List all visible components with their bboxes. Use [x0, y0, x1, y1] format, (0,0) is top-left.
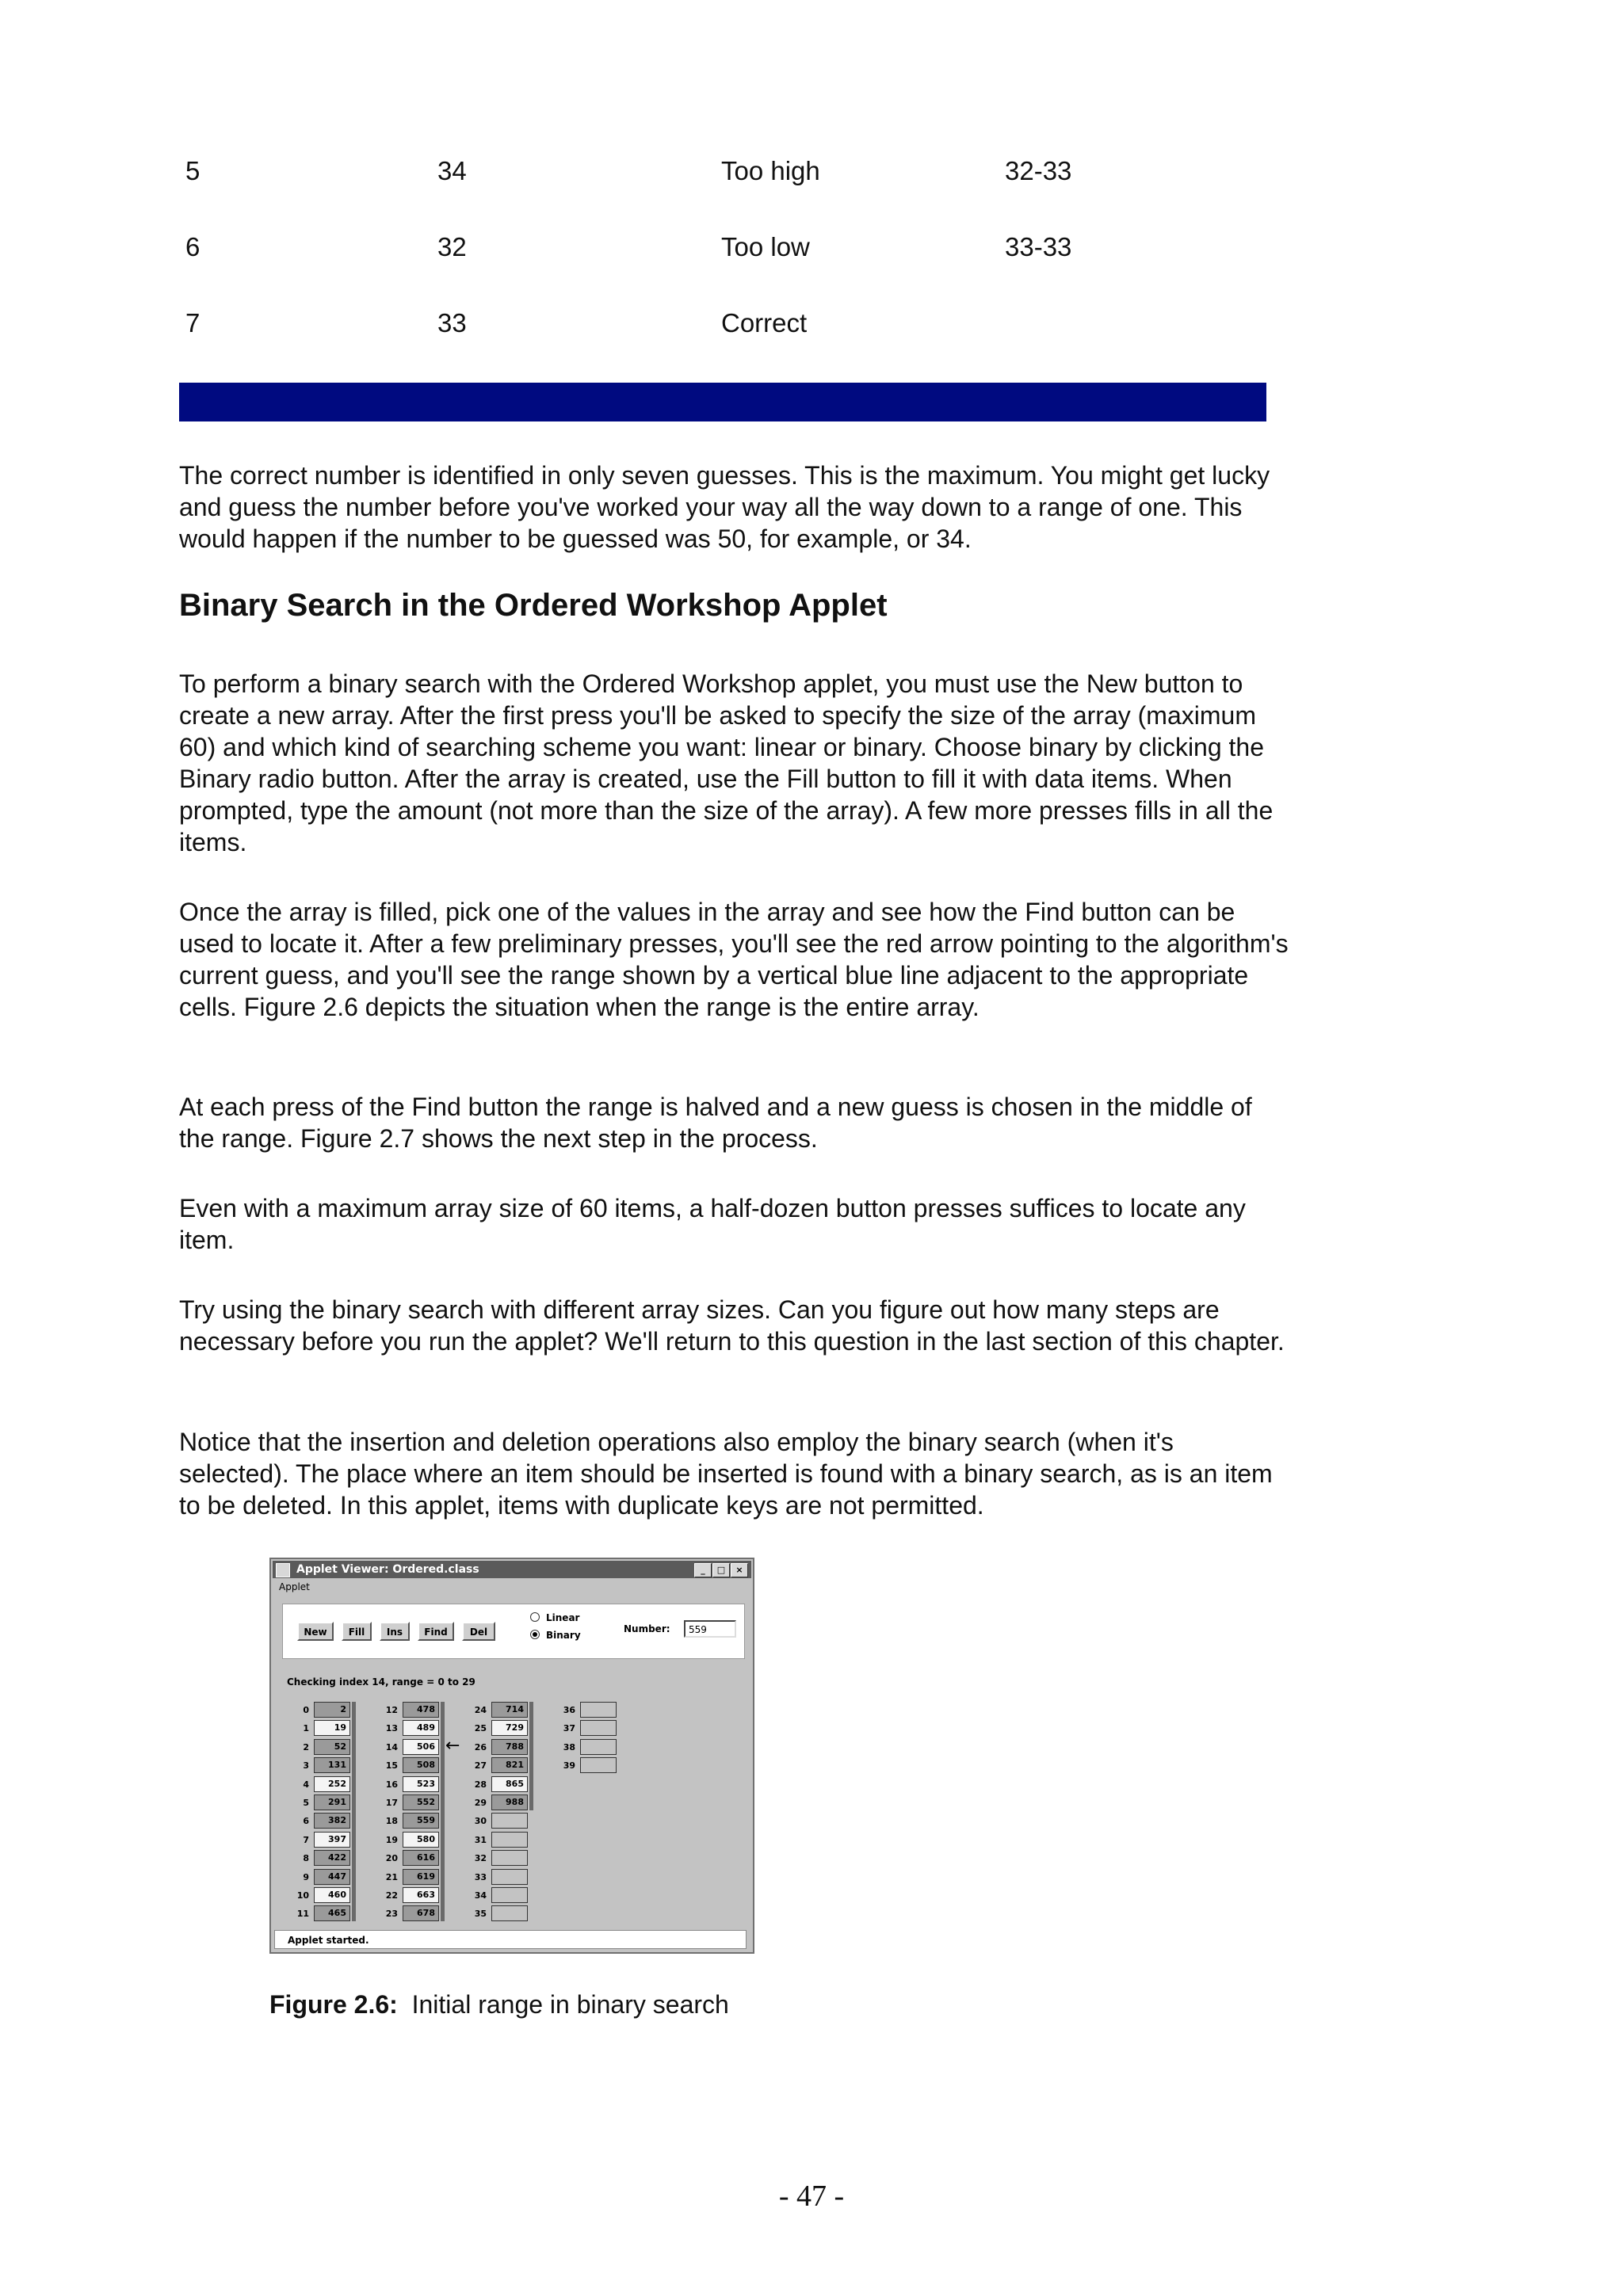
array-cell: 678	[403, 1905, 439, 1921]
array-cell: 478	[403, 1702, 439, 1718]
cell-index: 0	[303, 1705, 309, 1715]
array-cell	[580, 1702, 617, 1718]
table-footer-bar	[179, 383, 1266, 421]
array-cell	[491, 1850, 528, 1866]
maximize-icon[interactable]: □	[712, 1563, 730, 1577]
cell-index: 35	[474, 1909, 487, 1920]
array-cell	[491, 1887, 528, 1903]
minimize-icon[interactable]: _	[694, 1563, 712, 1577]
cell-index: 17	[385, 1798, 398, 1808]
paragraph-5: Try using the binary search with different array sizes. Can you figure out how many steps are necessary before you run the applet? We'll return to this question in the last section of this chapter.	[179, 1295, 1285, 1356]
cell-index: 6	[303, 1816, 309, 1827]
paragraph-3: At each press of the Find button the range is halved and a new guess is chosen in the middle of the range. Figure 2.7 shows the next step in the process.	[179, 1093, 1252, 1153]
close-icon[interactable]: ×	[731, 1563, 748, 1577]
applet-menu[interactable]: Applet	[279, 1581, 310, 1592]
cell-index: 21	[385, 1871, 398, 1882]
array-cell: 523	[403, 1776, 439, 1792]
cell-index: 5	[303, 1798, 309, 1808]
array-cell: 729	[491, 1720, 528, 1736]
page-number: - 47 -	[778, 2180, 845, 2213]
array-cell: 552	[403, 1794, 439, 1810]
array-cell: 465	[314, 1905, 350, 1921]
array-cell: 422	[314, 1850, 350, 1866]
binary-radio[interactable]: Binary	[530, 1630, 581, 1641]
find-button[interactable]: Find	[418, 1622, 454, 1641]
number-cell: 34	[437, 156, 467, 185]
range-cell: 33-33	[1005, 232, 1072, 261]
array-cells	[271, 1559, 753, 1952]
cell-index: 11	[296, 1909, 309, 1920]
cell-index: 34	[474, 1890, 487, 1901]
result-cell: Too high	[721, 156, 820, 185]
cell-index: 8	[303, 1853, 309, 1864]
array-cell	[491, 1813, 528, 1829]
status-message: Checking index 14, range = 0 to 29	[287, 1676, 475, 1688]
cell-index: 7	[303, 1834, 309, 1845]
cell-index: 39	[563, 1760, 575, 1772]
array-cell: 616	[403, 1850, 439, 1866]
guess-arrow-icon: ←	[445, 1735, 460, 1756]
array-cell: 559	[403, 1813, 439, 1829]
cell-index: 28	[474, 1779, 487, 1790]
cell-index: 30	[474, 1816, 487, 1827]
array-cell	[580, 1739, 617, 1755]
array-cell: 714	[491, 1702, 528, 1718]
cell-index: 26	[474, 1741, 487, 1753]
array-cell	[491, 1832, 528, 1848]
cell-index: 23	[385, 1909, 398, 1920]
range-line	[352, 1702, 356, 1921]
paragraph-2: Once the array is filled, pick one of the values in the array and see how the Find button can be used to locate it. After a few preliminary presses, you'll see the red arrow pointing to the algorithm's current guess, and you'll see the range shown by a vertical blue line adjacent to the appropriate cells. Figure 2.6 depicts the situation when the range is the entire array.	[179, 898, 1289, 1021]
result-cell: Too low	[721, 232, 810, 261]
array-cell: 447	[314, 1869, 350, 1885]
cell-index: 9	[303, 1871, 309, 1882]
applet-window	[269, 1558, 754, 1954]
array-cell: 506	[403, 1739, 439, 1755]
cell-index: 31	[474, 1834, 487, 1845]
array-cell	[580, 1757, 617, 1773]
linear-radio[interactable]: Linear	[530, 1612, 579, 1623]
step-cell: 7	[185, 308, 200, 338]
ins-button[interactable]: Ins	[380, 1622, 410, 1641]
array-cell: 788	[491, 1739, 528, 1755]
array-cell: 252	[314, 1776, 350, 1792]
cell-index: 24	[474, 1705, 487, 1715]
step-cell: 6	[185, 232, 200, 261]
cell-index: 19	[385, 1834, 398, 1845]
range-line	[529, 1702, 533, 1810]
step-cell: 5	[185, 156, 200, 185]
number-input[interactable]: 559	[684, 1620, 736, 1638]
array-cell: 460	[314, 1887, 350, 1903]
table-row	[185, 156, 1263, 188]
del-button[interactable]: Del	[462, 1622, 495, 1641]
array-cell: 19	[314, 1720, 350, 1736]
cell-index: 12	[385, 1705, 398, 1715]
cell-index: 29	[474, 1798, 487, 1808]
cell-index: 13	[385, 1723, 398, 1734]
result-cell: Correct	[721, 308, 808, 338]
fill-button[interactable]: Fill	[342, 1622, 372, 1641]
number-label: Number:	[624, 1623, 670, 1634]
cell-index: 3	[303, 1760, 309, 1772]
applet-title: Applet Viewer: Ordered.class	[296, 1563, 479, 1576]
array-cell: 489	[403, 1720, 439, 1736]
applet-status-bar: Applet started.	[274, 1930, 747, 1949]
array-cell: 131	[314, 1757, 350, 1773]
array-cell: 382	[314, 1813, 350, 1829]
cell-index: 25	[474, 1723, 487, 1734]
array-cell: 397	[314, 1832, 350, 1848]
cell-index: 15	[385, 1760, 398, 1772]
cell-index: 4	[303, 1779, 309, 1790]
figure-caption-label: Figure 2.6:	[269, 1990, 398, 2019]
table-row	[185, 308, 1263, 340]
array-cell	[491, 1869, 528, 1885]
array-cell: 52	[314, 1739, 350, 1755]
array-cell: 508	[403, 1757, 439, 1773]
cell-index: 22	[385, 1890, 398, 1901]
cell-index: 20	[385, 1853, 398, 1864]
table-row	[185, 232, 1263, 264]
array-cell: 580	[403, 1832, 439, 1848]
cell-index: 10	[296, 1890, 309, 1901]
number-cell: 32	[437, 232, 467, 261]
array-cell: 865	[491, 1776, 528, 1792]
new-button[interactable]: New	[297, 1622, 334, 1641]
cell-index: 1	[303, 1723, 309, 1734]
range-cell: 32-33	[1005, 156, 1072, 185]
figure-caption	[269, 1990, 729, 2019]
cell-index: 14	[385, 1741, 398, 1753]
cell-index: 32	[474, 1853, 487, 1864]
array-cell	[491, 1905, 528, 1921]
paragraph-1: To perform a binary search with the Ordered Workshop applet, you must use the New button to create a new array. After the first press you'll be asked to specify the size of the array (maximum 60) and which kind of searching scheme you want: linear or binary. Choose binary by clicking the Binary radio button. After the array is created, use the Fill button to fill it with data items. When prompted, type the amount (not more than the size of the array). A few more presses fills in all the items.	[179, 669, 1274, 856]
array-cell: 663	[403, 1887, 439, 1903]
array-cell: 2	[314, 1702, 350, 1718]
cell-index: 33	[474, 1871, 487, 1882]
cell-index: 38	[563, 1741, 575, 1753]
array-cell	[580, 1720, 617, 1736]
number-cell: 33	[437, 308, 467, 338]
array-cell: 291	[314, 1794, 350, 1810]
cell-index: 36	[563, 1705, 575, 1715]
array-cell: 988	[491, 1794, 528, 1810]
array-cell: 821	[491, 1757, 528, 1773]
paragraph-6: Notice that the insertion and deletion operations also employ the binary search (when it's selected). The place where an item should be inserted is found with a binary search, as is an item to be deleted. In this applet, items with duplicate keys are not permitted.	[179, 1428, 1273, 1520]
paragraph-4: Even with a maximum array size of 60 items, a half-dozen button presses suffices to locate any item.	[179, 1194, 1246, 1254]
figure-caption-text: Initial range in binary search	[411, 1990, 729, 2019]
cell-index: 18	[385, 1816, 398, 1827]
range-line	[441, 1702, 445, 1921]
cell-index: 37	[563, 1723, 575, 1734]
cell-index: 2	[303, 1741, 309, 1753]
paragraph-intro: The correct number is identified in only seven guesses. This is the maximum. You might get lucky and guess the number before you've worked your way all the way down to a range of one. This would happen if the number to be guessed was 50, for example, or 34.	[179, 461, 1270, 553]
cell-index: 27	[474, 1760, 487, 1772]
array-cell: 619	[403, 1869, 439, 1885]
cell-index: 16	[385, 1779, 398, 1790]
section-heading: Binary Search in the Ordered Workshop Applet	[179, 588, 888, 623]
